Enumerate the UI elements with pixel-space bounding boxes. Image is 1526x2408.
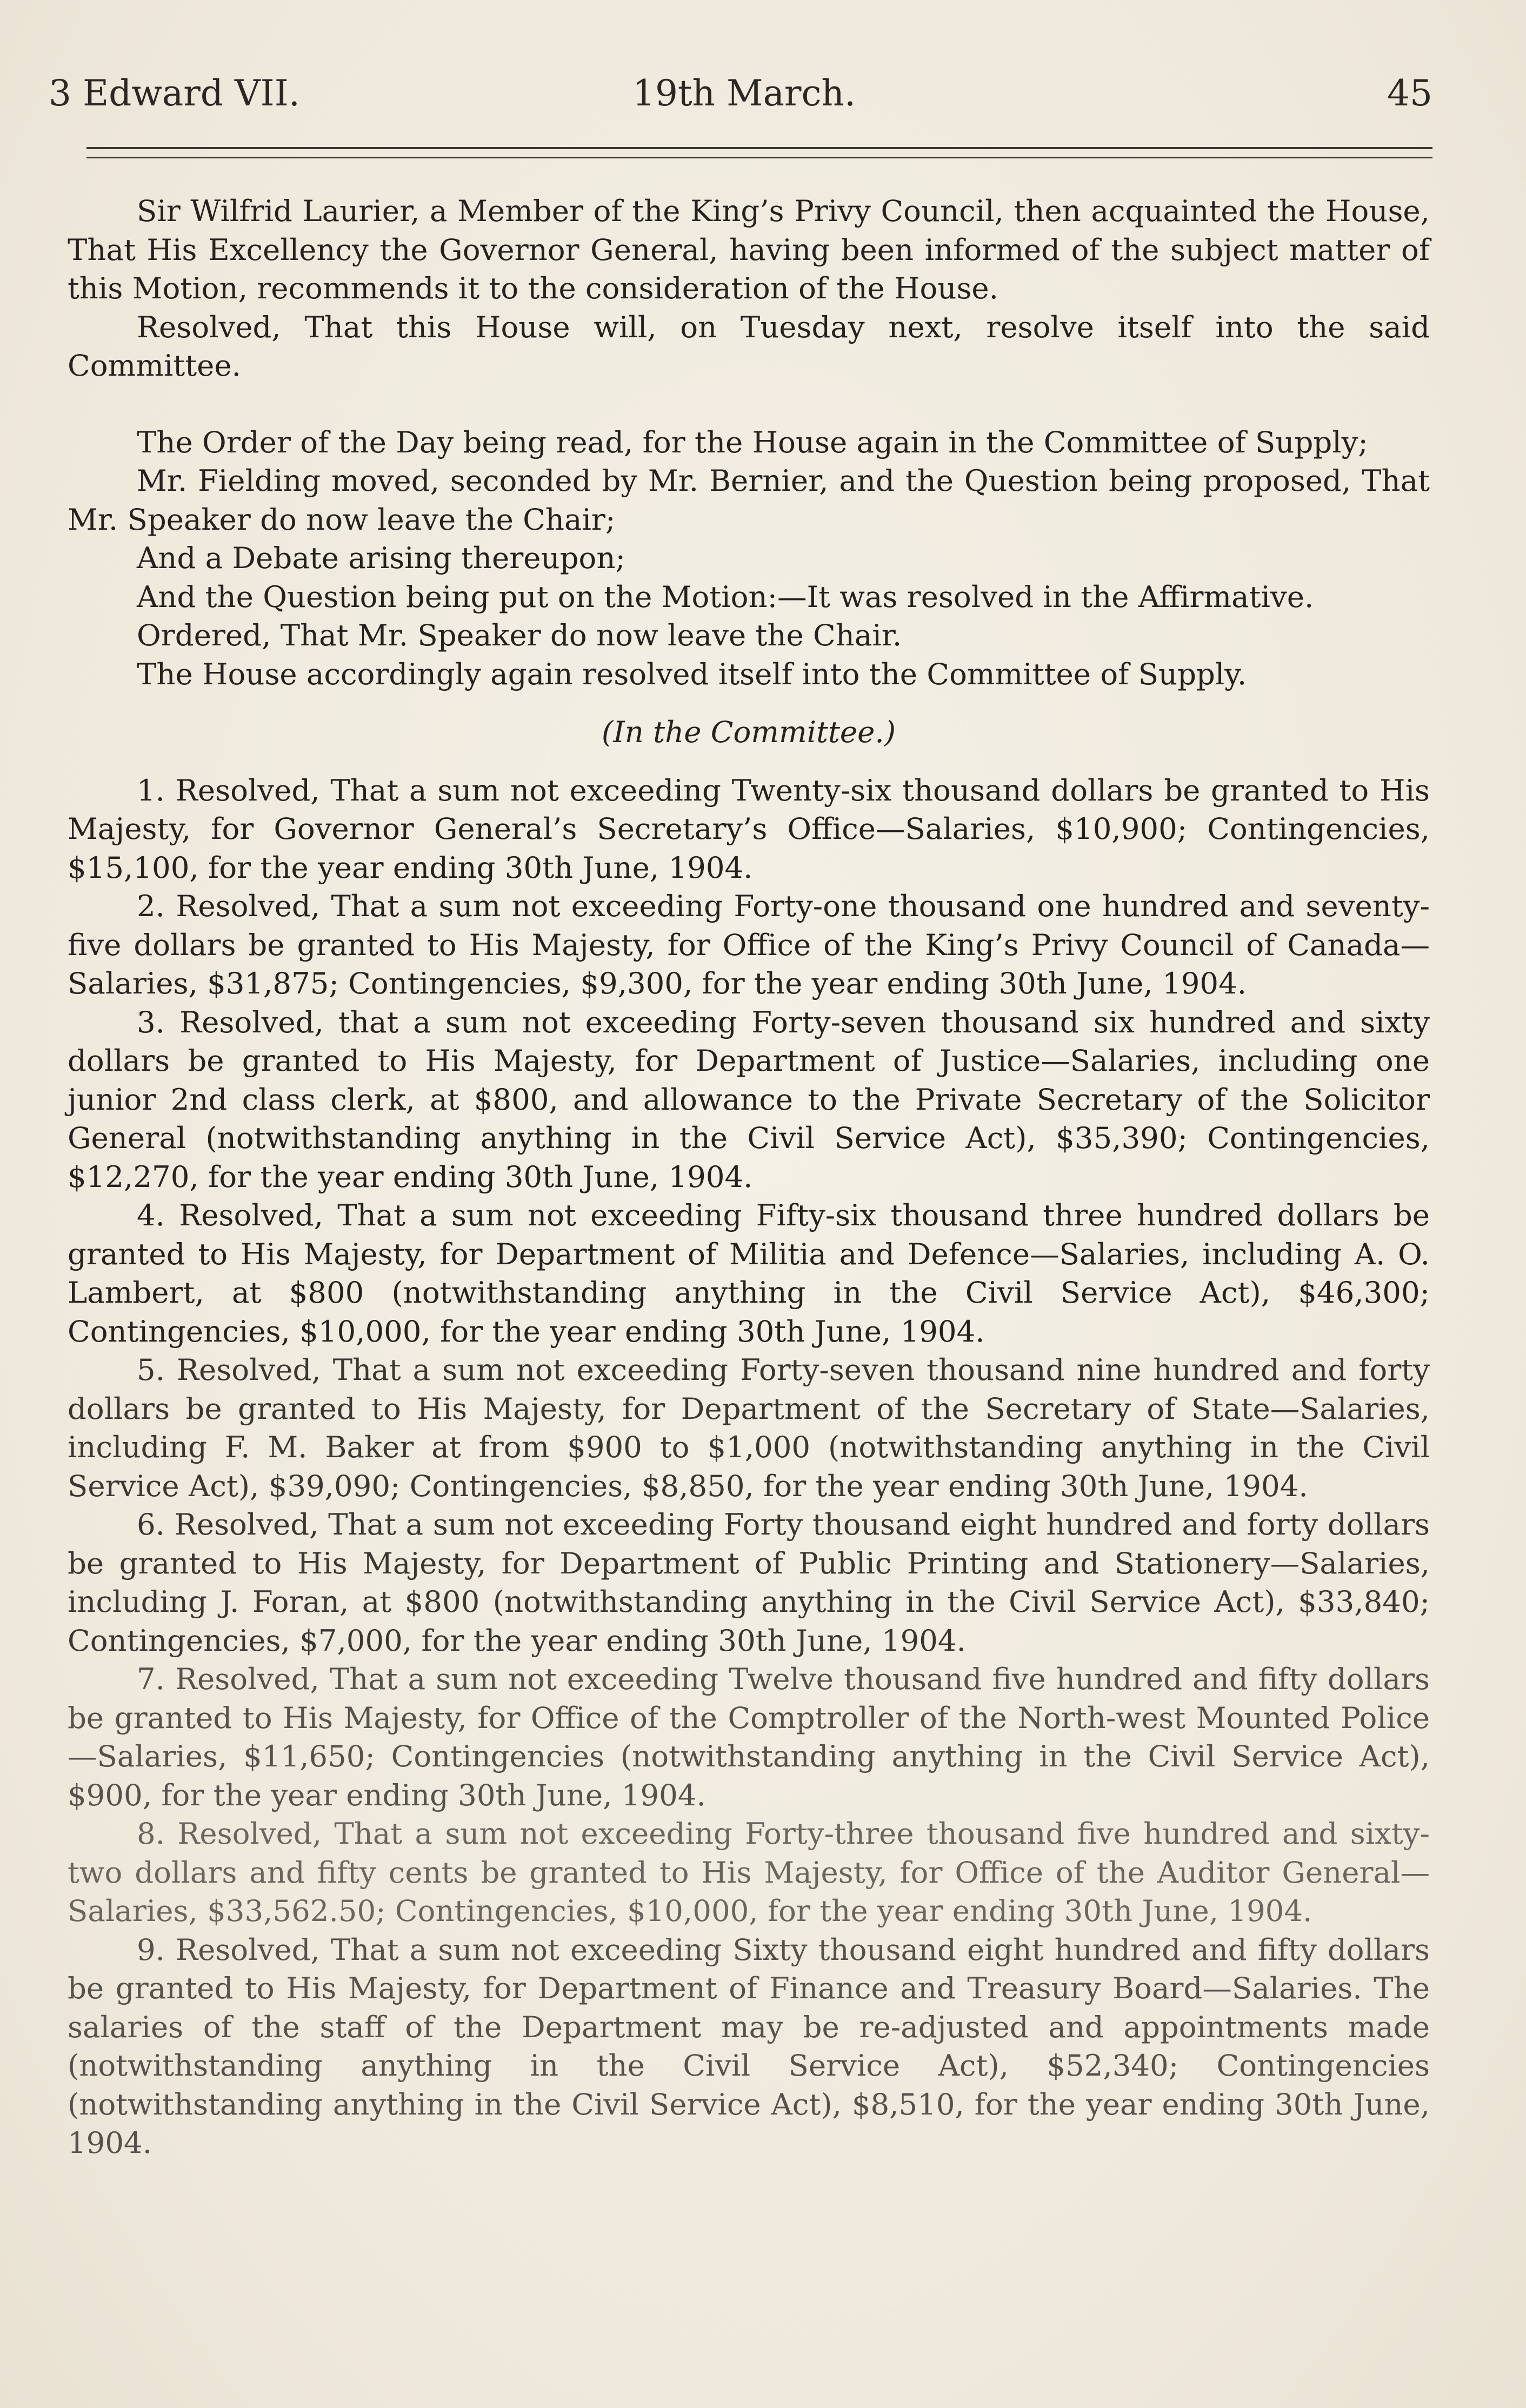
paragraph-house-resolved: The House accordingly again resolved itself into the Committee of Supply.: [137, 656, 1247, 691]
session-label: 3 Edward VII.: [49, 72, 300, 114]
paragraph-debate: And a Debate arising thereupon;: [137, 541, 625, 575]
resolution-9: 9. Resolved, That a sum not exceeding Sixty thousand eight hundred and fifty dollars be granted to His Majesty, for Department of Finance and Treasury Board—Salaries. The salaries of the staff of the Department may be re-adjusted and appointments made (notwithstanding anything in the Civil Service Act), $52,340; Contingencies (notwithstanding anything in the Civil Service Act), $8,510, for the year ending 30th June, 1904.: [68, 1932, 1430, 2160]
paragraph-laurier: Sir Wilfrid Laurier, a Member of the King’s Privy Council, then acquainted the House, That His Excellency the Governor General, having been informed of the subject matter of this Motion, recommends it to the consideration of the House.: [68, 194, 1430, 305]
resolution-1: 1. Resolved, That a sum not exceeding Twenty-six thousand dollars be granted to His Majesty, for Governor General’s Secretary’s Office—Salaries, $10,900; Contingencies, $15,100, for the year ending 30th June, 1904.: [68, 772, 1430, 885]
running-header: [49, 64, 1432, 123]
resolution-6: 6. Resolved, That a sum not exceeding Forty thousand eight hundred and forty dollars be granted to His Majesty, for Department of Public Printing and Stationery—Salaries, including J. Foran, at $800 (notwithstanding anything in the Civil Service Act), $33,840; Contingencies, $7,000, for the year ending 30th June, 1904.: [68, 1507, 1430, 1658]
resolution-3: 3. Resolved, that a sum not exceeding Forty-seven thousand six hundred and sixty dollars be granted to His Majesty, for Department of Justice—Salaries, including one junior 2nd class clerk, at $800, and allowance to the Private Secretary of the Solicitor General (notwithstanding anything in the Civil Service Act), $35,390; Contingencies, $12,270, for the year ending 30th June, 1904.: [68, 1004, 1430, 1194]
section-heading-committee: (In the Committee.): [602, 715, 896, 749]
paragraph-ordered: Ordered, That Mr. Speaker do now leave the Chair.: [137, 618, 902, 652]
resolution-4: 4. Resolved, That a sum not exceeding Fifty-six thousand three hundred dollars be granted to His Majesty, for Department of Militia and Defence—Salaries, including A. O. Lambert, at $800 (notwithstanding anything in the Civil Service Act), $46,300; Contingencies, $10,000, for the year ending 30th June, 1904.: [68, 1198, 1430, 1349]
header-rule-top: [86, 147, 1432, 149]
resolution-8: 8. Resolved, That a sum not exceeding Forty-three thousand five hundred and sixty-two dollars and fifty cents be granted to His Majesty, for Office of the Auditor General—Salaries, $33,562.50; Contingencies, $10,000, for the year ending 30th June, 1904.: [68, 1816, 1430, 1928]
page-number: 45: [1387, 72, 1432, 114]
journal-body: [68, 192, 1430, 2163]
paragraph-fielding-motion: Mr. Fielding moved, seconded by Mr. Bernier, and the Question being proposed, That Mr. Speaker do now leave the Chair;: [68, 463, 1430, 537]
date-label: 19th March.: [632, 72, 856, 114]
paragraph-resolved-committee: Resolved, That this House will, on Tuesday next, resolve itself into the said Committee.: [68, 309, 1430, 383]
paragraph-order-of-day: The Order of the Day being read, for the House again in the Committee of Supply;: [137, 424, 1368, 459]
resolution-7: 7. Resolved, That a sum not exceeding Twelve thousand five hundred and fifty dollars be granted to His Majesty, for Office of the Comptroller of the North-west Mounted Police—Salaries, $11,650; Contingencies (notwithstanding anything in the Civil Service Act), $900, for the year ending 30th June, 1904.: [68, 1662, 1430, 1812]
resolution-2: 2. Resolved, That a sum not exceeding Forty-one thousand one hundred and seventy-five dollars be granted to His Majesty, for Office of the King’s Privy Council of Canada—Salaries, $31,875; Contingencies, $9,300, for the year ending 30th June, 1904.: [68, 889, 1430, 1000]
header-rule-bottom: [86, 157, 1432, 158]
resolution-5: 5. Resolved, That a sum not exceeding Forty-seven thousand nine hundred and forty dollars be granted to His Majesty, for Department of the Secretary of State—Salaries, including F. M. Baker at from $900 to $1,000 (notwithstanding anything in the Civil Service Act), $39,090; Contingencies, $8,850, for the year ending 30th June, 1904.: [68, 1352, 1430, 1503]
paragraph-question-put: And the Question being put on the Motion:—It was resolved in the Affirmative.: [137, 579, 1314, 614]
